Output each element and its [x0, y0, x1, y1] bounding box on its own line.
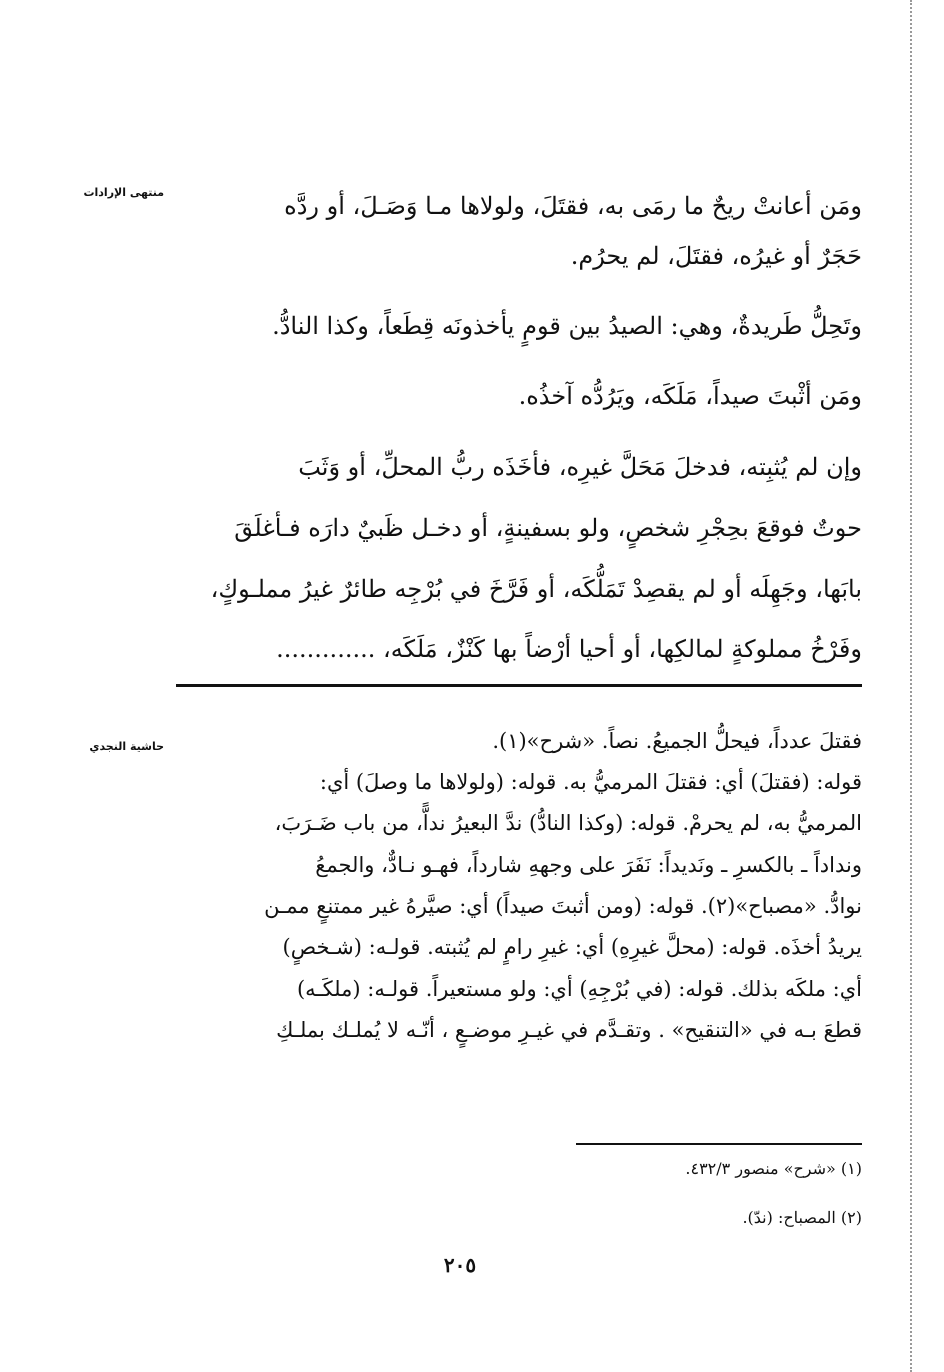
commentary-line: ونداداً ـ بالكسرِ ـ ونَديداً: نَفَرَ على وجههِ شارداً، فهـو نـادٌّ، والجمعُ — [315, 853, 862, 877]
main-text-line: بابَها، وجَهِلَه أو لم يقصِدْ تَمَلُّكَه، أو فَرَّخَ في بُرْجِه طائرٌ غيرُ مملـوكٍ، — [210, 575, 862, 603]
main-text-line: حوتٌ فوقعَ بحِجْرِ شخصٍ، ولو بسفينةٍ، أو دخـل ظَبيٌ دارَه فـأغلَقَ — [234, 514, 862, 542]
page-edge-dotted-line — [910, 0, 912, 1372]
side-label-commentary: حاشية النجدي — [89, 740, 164, 753]
commentary-line: قوله: (فقتلَ) أي: فقتلَ المرميُّ به. قوله: (ولولاها ما وصلَ) أي: — [319, 770, 862, 794]
page-number: ٢٠٥ — [443, 1253, 477, 1277]
commentary-line: المرميُّ به، لم يحرمْ. قوله: (وكذا النادُّ) ندَّ البعيرُ نداًّ، من باب ضَـرَبَ، — [274, 811, 862, 835]
main-text-line: وفَرْخُ مملوكةٍ لمالكِها، أو أحيا أرْضاً بها كَنْزٌ، مَلَكَه، ............. — [276, 635, 862, 663]
main-text-line: وتَحِلُّ طَريدةٌ، وهي: الصيدُ بين قومٍ يأخذونَه قِطَعاً، وكذا النادُّ. — [272, 312, 862, 340]
commentary-line: نوادُّ. «مصباح»(٢). قوله: (ومن أثبتَ صيداً) أي: صيَّرهُ غير ممتنعٍ ممـن — [264, 894, 862, 918]
footnote: (٢) المصباح: (ندّ). — [742, 1208, 862, 1227]
commentary-line: قطعَ بـه في «التنقيح» . وتقـدَّم في غيـرِ موضـعٍ ، أنّـه لا يُملـك بملـكِ — [276, 1018, 862, 1042]
side-label-main: منتهى الإرادات — [83, 186, 164, 199]
footnote: (١) «شرح» منصور ٤٣٢/٣. — [685, 1159, 862, 1178]
main-text-line: حَجَرٌ أو غيرُه، فقتَلَ، لم يحرُم. — [570, 242, 862, 270]
commentary-line: فقتلَ عدداً، فيحلُّ الجميعُ. نصاً. «شرح»(١). — [492, 729, 862, 753]
commentary-line: أي: ملكَه بذلك. قوله: (في بُرْجِهِ) أي: ولو مستعيراً. قولـه: (ملكَـه) — [296, 977, 862, 1001]
main-text-line: ومَن أعانتْ ريحٌ ما رمَى به، فقتَلَ، ولولاها مـا وَصَـلَ، أو ردَّه — [284, 192, 862, 220]
section-divider — [176, 684, 862, 687]
main-text-line: ومَن أثْبتَ صيداً، مَلَكَه، ويَرُدُّه آخذُه. — [518, 382, 862, 410]
footnote-divider — [576, 1143, 862, 1145]
commentary-line: يريدُ أخذَه. قوله: (محلَّ غيرِهِ) أي: غيرِ رامٍ لم يُثبته. قولـه: (شـخصٍ) — [282, 935, 862, 959]
main-text-line: وإن لم يُثبِته، فدخلَ مَحَلَّ غيرِه، فأخَذَه ربُّ المحلِّ، أو وَثَبَ — [298, 453, 862, 481]
